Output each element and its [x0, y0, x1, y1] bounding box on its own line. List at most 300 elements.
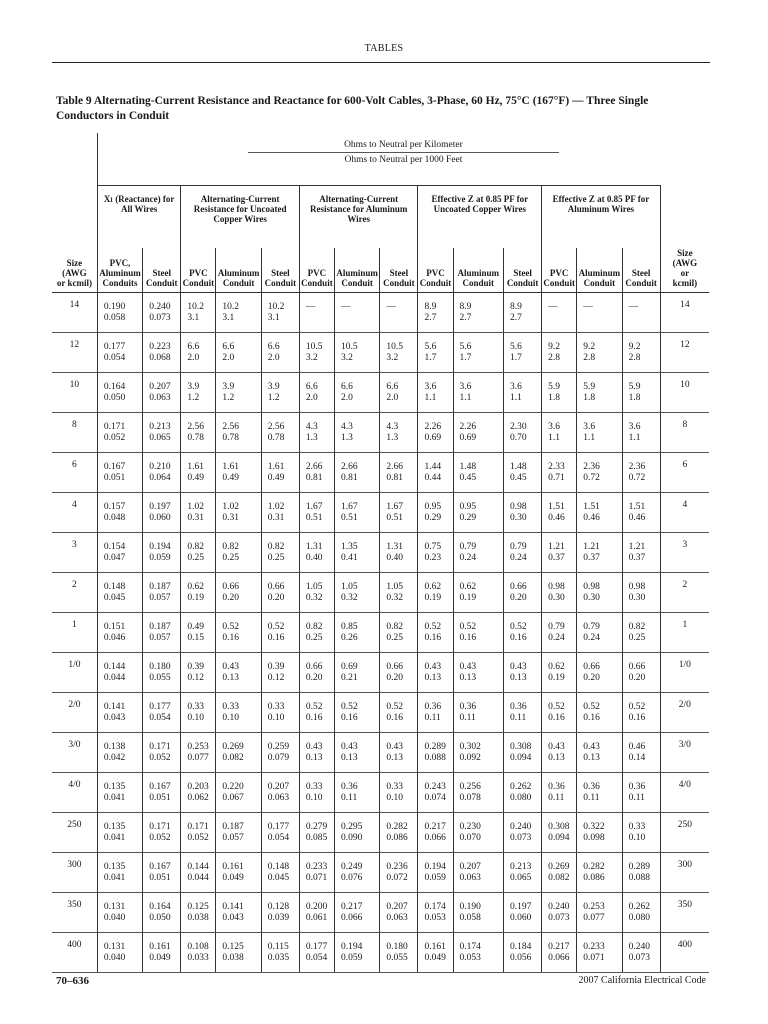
value-per-1000ft: 0.10 — [386, 792, 403, 803]
value-per-km: 0.33 — [305, 781, 323, 792]
size-cell-right: 10 — [660, 373, 709, 413]
value-cell — [504, 493, 542, 533]
value-cell — [418, 813, 453, 853]
value-per-km: 1.02 — [222, 501, 240, 512]
value-per-1000ft: 0.21 — [340, 672, 358, 683]
value-per-1000ft: 0.49 — [187, 472, 204, 483]
value-per-km: 3.6 — [510, 381, 522, 392]
value-cell — [542, 693, 577, 733]
value-per-km: 1.05 — [340, 581, 358, 592]
value-cell — [299, 373, 334, 413]
value-per-1000ft: 0.25 — [386, 632, 403, 643]
value-per-1000ft: 0.25 — [305, 632, 323, 643]
value-per-km: 10.5 — [340, 341, 358, 352]
value-per-1000ft: 0.13 — [386, 752, 403, 763]
value-per-km: 3.6 — [548, 421, 561, 432]
value-per-km: 3.6 — [424, 381, 437, 392]
value-per-km: 0.161 — [222, 861, 244, 872]
value-per-1000ft: 0.16 — [510, 632, 527, 643]
value-cell — [143, 893, 181, 933]
value-per-km: 0.135 — [103, 861, 126, 872]
publication-name: 2007 California Electrical Code — [578, 975, 706, 986]
value-per-1000ft: 0.78 — [222, 432, 240, 443]
value-per-km: 9.2 — [583, 341, 596, 352]
value-per-1000ft: 1.1 — [548, 432, 561, 443]
value-per-1000ft: 1.7 — [510, 352, 522, 363]
value-cell — [334, 813, 379, 853]
value-per-1000ft: 0.13 — [305, 752, 323, 763]
value-cell — [143, 813, 181, 853]
value-per-km: 0.236 — [386, 861, 408, 872]
value-per-1000ft: 0.088 — [424, 752, 446, 763]
value-per-km: 1.48 — [459, 461, 477, 472]
value-cell — [542, 333, 577, 373]
value-per-km: 1.67 — [340, 501, 358, 512]
value-cell — [261, 893, 299, 933]
value-per-km: 5.6 — [510, 341, 522, 352]
value-cell — [453, 693, 504, 733]
size-cell-right: 4/0 — [660, 773, 709, 813]
value-per-km: 0.33 — [222, 701, 240, 712]
value-per-km: 0.308 — [510, 741, 532, 752]
value-per-km: 0.52 — [305, 701, 323, 712]
value-cell — [622, 453, 660, 493]
value-per-1000ft: 0.054 — [305, 952, 328, 963]
value-per-1000ft: 0.13 — [424, 672, 442, 683]
value-per-1000ft: 0.058 — [459, 912, 481, 923]
value-per-km: 0.98 — [510, 501, 527, 512]
value-per-km: 0.36 — [583, 781, 600, 792]
value-cell — [97, 333, 142, 373]
value-per-km: 0.52 — [628, 701, 646, 712]
value-per-km: 0.282 — [583, 861, 605, 872]
value-cell — [577, 293, 622, 333]
value-per-km: 0.128 — [267, 901, 290, 912]
value-per-km: 0.52 — [222, 621, 240, 632]
value-cell — [453, 933, 504, 973]
value-per-km: 0.171 — [149, 821, 171, 832]
value-per-1000ft: 3.1 — [222, 312, 235, 323]
value-cell — [380, 733, 418, 773]
value-per-km: 0.36 — [548, 781, 565, 792]
value-cell — [261, 773, 299, 813]
column-header: Steel Conduit — [504, 248, 542, 293]
value-per-1000ft: 0.72 — [628, 472, 646, 483]
value-per-km: 0.66 — [222, 581, 240, 592]
value-per-km: 0.269 — [222, 741, 244, 752]
value-per-km: 0.75 — [424, 541, 442, 552]
value-cell — [577, 693, 622, 733]
page-number: 70–636 — [56, 975, 89, 987]
value-cell — [453, 293, 504, 333]
table-row — [52, 333, 709, 373]
value-per-1000ft: 2.0 — [187, 352, 200, 363]
value-per-1000ft: 0.049 — [149, 952, 171, 963]
value-cell — [261, 373, 299, 413]
value-cell — [261, 413, 299, 453]
value-per-km: 0.262 — [628, 901, 650, 912]
size-cell-right: 3/0 — [660, 733, 709, 773]
value-cell — [216, 453, 261, 493]
value-per-km: 10.2 — [187, 301, 204, 312]
value-cell — [97, 693, 142, 733]
column-header: Steel Conduit — [261, 248, 299, 293]
value-per-1000ft: 0.40 — [305, 552, 323, 563]
value-cell — [577, 733, 622, 773]
value-cell — [577, 933, 622, 973]
value-cell — [181, 533, 216, 573]
value-per-1000ft: 0.45 — [510, 472, 527, 483]
value-per-km: 1.51 — [548, 501, 565, 512]
value-cell — [143, 573, 181, 613]
value-per-km: 0.138 — [103, 741, 126, 752]
value-cell — [299, 773, 334, 813]
value-cell — [216, 413, 261, 453]
value-per-km: 0.161 — [424, 941, 446, 952]
value-per-km: 0.82 — [386, 621, 403, 632]
value-per-1000ft: 0.16 — [583, 712, 600, 723]
value-per-1000ft: 0.065 — [149, 432, 171, 443]
value-per-1000ft — [629, 313, 660, 324]
value-cell — [97, 653, 142, 693]
value-cell — [622, 693, 660, 733]
value-cell — [97, 733, 142, 773]
value-per-1000ft: 0.053 — [424, 912, 446, 923]
value-per-1000ft: 0.69 — [424, 432, 442, 443]
value-per-km: 0.282 — [386, 821, 408, 832]
value-per-km: — — [628, 301, 639, 312]
value-per-km: 3.9 — [222, 381, 235, 392]
value-cell — [216, 293, 261, 333]
value-per-km: 9.2 — [548, 341, 561, 352]
value-cell — [622, 493, 660, 533]
value-cell — [542, 373, 577, 413]
value-per-1000ft: 0.25 — [267, 552, 285, 563]
value-per-1000ft: 0.052 — [149, 752, 171, 763]
value-per-km: 0.33 — [386, 781, 403, 792]
size-column-header: Size (AWG or kcmil) — [52, 248, 97, 293]
value-per-1000ft: 0.37 — [628, 552, 646, 563]
value-cell — [181, 813, 216, 853]
value-per-1000ft: 0.19 — [548, 672, 565, 683]
value-per-1000ft: 0.25 — [222, 552, 240, 563]
column-header: PVC Conduit — [181, 248, 216, 293]
value-cell — [542, 653, 577, 693]
size-cell: 4 — [52, 493, 97, 533]
value-per-1000ft: 1.8 — [583, 392, 596, 403]
value-cell — [453, 373, 504, 413]
value-per-1000ft: 2.0 — [386, 392, 399, 403]
value-per-1000ft — [583, 313, 621, 324]
value-cell — [542, 533, 577, 573]
value-cell — [261, 933, 299, 973]
value-per-km: 6.6 — [305, 381, 318, 392]
value-cell — [143, 773, 181, 813]
size-cell-right: 400 — [660, 933, 709, 973]
value-per-1000ft: 0.13 — [222, 672, 240, 683]
value-cell — [216, 693, 261, 733]
value-per-1000ft: 0.78 — [187, 432, 204, 443]
size-cell-right: 6 — [660, 453, 709, 493]
value-per-km: 1.21 — [583, 541, 600, 552]
value-per-km: 0.207 — [386, 901, 408, 912]
value-per-km: 2.66 — [305, 461, 323, 472]
value-cell — [181, 693, 216, 733]
value-per-1000ft: 0.043 — [222, 912, 244, 923]
value-cell — [453, 413, 504, 453]
column-header: PVC Conduit — [418, 248, 453, 293]
value-cell — [453, 493, 504, 533]
value-cell — [380, 613, 418, 653]
value-cell — [418, 373, 453, 413]
size-cell-right: 2 — [660, 573, 709, 613]
value-per-1000ft: 0.046 — [103, 632, 126, 643]
value-per-km: 0.141 — [222, 901, 244, 912]
value-cell — [334, 413, 379, 453]
value-per-1000ft: 0.033 — [187, 952, 209, 963]
size-cell: 2/0 — [52, 693, 97, 733]
size-cell: 350 — [52, 893, 97, 933]
value-per-km: 3.6 — [583, 421, 596, 432]
value-cell — [216, 773, 261, 813]
value-cell — [181, 853, 216, 893]
value-cell — [216, 373, 261, 413]
value-cell — [261, 573, 299, 613]
value-per-1000ft: 0.30 — [548, 592, 565, 603]
value-per-1000ft: 0.19 — [187, 592, 204, 603]
value-cell — [143, 933, 181, 973]
value-per-1000ft: 0.052 — [103, 432, 126, 443]
value-cell — [504, 893, 542, 933]
value-per-km: 0.79 — [548, 621, 565, 632]
value-per-km: 0.43 — [510, 661, 527, 672]
group-aluminum-resistance: Alternating-Current Resistance for Aluminum Wires — [299, 186, 418, 249]
value-per-km: 0.46 — [628, 741, 646, 752]
value-per-km: 0.269 — [548, 861, 570, 872]
value-per-km: 0.98 — [583, 581, 600, 592]
value-per-km: 0.66 — [305, 661, 323, 672]
value-per-1000ft: 0.16 — [305, 712, 323, 723]
value-per-1000ft: 0.46 — [548, 512, 565, 523]
value-per-1000ft: 0.078 — [459, 792, 481, 803]
value-cell — [622, 373, 660, 413]
value-per-km: 0.98 — [548, 581, 565, 592]
value-per-1000ft: 0.054 — [103, 352, 126, 363]
value-per-1000ft: 0.073 — [510, 832, 532, 843]
value-per-km: 1.35 — [340, 541, 358, 552]
value-per-km: 0.210 — [149, 461, 171, 472]
value-cell — [261, 613, 299, 653]
value-per-km: 0.85 — [340, 621, 358, 632]
value-cell — [380, 933, 418, 973]
size-cell: 3 — [52, 533, 97, 573]
value-per-1000ft: 0.11 — [459, 712, 476, 723]
value-cell — [418, 893, 453, 933]
value-cell — [380, 533, 418, 573]
table-row — [52, 373, 709, 413]
value-per-1000ft: 0.052 — [187, 832, 209, 843]
table-title: Table 9 Alternating-Current Resistance and Reactance for 600-Volt Cables, 3-Phase, 60 Hz, 75°C (167°F) — Three Single Conductors in Conduit — [56, 95, 649, 122]
size-cell: 1/0 — [52, 653, 97, 693]
value-per-km: 10.5 — [386, 341, 403, 352]
value-per-1000ft: 0.20 — [583, 672, 600, 683]
value-per-km: 0.52 — [424, 621, 442, 632]
value-cell — [181, 893, 216, 933]
size-cell-right: 300 — [660, 853, 709, 893]
value-cell — [181, 453, 216, 493]
value-per-km: 0.108 — [187, 941, 209, 952]
value-per-1000ft: 0.13 — [510, 672, 527, 683]
value-cell — [504, 533, 542, 573]
value-per-km: 1.31 — [386, 541, 403, 552]
value-cell — [380, 453, 418, 493]
value-per-1000ft: 1.7 — [424, 352, 437, 363]
column-header: Aluminum Conduit — [334, 248, 379, 293]
value-per-1000ft: 3.2 — [305, 352, 318, 363]
value-per-1000ft: 0.048 — [103, 512, 126, 523]
table-body — [52, 293, 709, 973]
value-per-km: 0.69 — [340, 661, 358, 672]
value-per-km: 0.308 — [548, 821, 570, 832]
value-per-1000ft: 0.040 — [103, 952, 126, 963]
value-per-km: 0.141 — [103, 701, 126, 712]
value-per-km: — — [583, 301, 593, 312]
value-per-km: 0.177 — [149, 701, 171, 712]
value-per-km: 0.177 — [103, 341, 126, 352]
value-per-1000ft: 2.8 — [548, 352, 561, 363]
value-per-1000ft: 0.72 — [583, 472, 600, 483]
value-per-1000ft: 0.32 — [340, 592, 358, 603]
value-cell — [97, 573, 142, 613]
value-per-1000ft: 0.11 — [424, 712, 441, 723]
value-per-1000ft: 0.070 — [459, 832, 481, 843]
size-cell-right: 14 — [660, 293, 709, 333]
value-cell — [181, 573, 216, 613]
value-per-km: 0.217 — [340, 901, 363, 912]
value-cell — [334, 853, 379, 893]
value-cell — [261, 453, 299, 493]
value-per-km: 0.131 — [103, 941, 126, 952]
value-per-km: 0.52 — [386, 701, 403, 712]
value-per-km: — — [548, 301, 558, 312]
value-cell — [453, 853, 504, 893]
value-per-km: 0.62 — [548, 661, 565, 672]
value-per-km: 0.52 — [510, 621, 527, 632]
value-per-1000ft: 0.086 — [386, 832, 408, 843]
value-cell — [577, 493, 622, 533]
value-per-1000ft: 0.094 — [510, 752, 532, 763]
value-per-km: 0.52 — [267, 621, 285, 632]
value-per-km: 0.207 — [267, 781, 290, 792]
value-cell — [418, 773, 453, 813]
value-per-km: 0.144 — [187, 861, 209, 872]
value-cell — [299, 933, 334, 973]
value-cell — [261, 733, 299, 773]
value-per-km: 0.95 — [424, 501, 442, 512]
value-per-km: 0.39 — [187, 661, 204, 672]
size-cell-right: 250 — [660, 813, 709, 853]
value-per-km: 0.233 — [583, 941, 605, 952]
value-per-1000ft: 0.37 — [548, 552, 565, 563]
value-cell — [216, 493, 261, 533]
value-per-km: 2.26 — [459, 421, 477, 432]
value-per-km: 0.151 — [103, 621, 126, 632]
value-per-km: 3.9 — [187, 381, 200, 392]
value-cell — [181, 373, 216, 413]
value-per-km: 0.33 — [628, 821, 646, 832]
table-row — [52, 573, 709, 613]
value-per-km: 0.190 — [459, 901, 481, 912]
size-cell-right: 350 — [660, 893, 709, 933]
value-per-1000ft: 0.071 — [305, 872, 328, 883]
value-per-1000ft: 0.041 — [103, 832, 126, 843]
value-per-1000ft: 0.064 — [149, 472, 171, 483]
value-per-km: 0.171 — [187, 821, 209, 832]
value-cell — [504, 733, 542, 773]
value-cell — [622, 933, 660, 973]
value-per-1000ft: 0.11 — [628, 792, 645, 803]
value-cell — [577, 613, 622, 653]
value-per-km: 0.213 — [149, 421, 171, 432]
value-per-1000ft: 0.049 — [424, 952, 446, 963]
value-cell — [334, 653, 379, 693]
value-per-1000ft: 0.055 — [386, 952, 408, 963]
value-cell — [418, 413, 453, 453]
value-per-1000ft: 0.24 — [459, 552, 477, 563]
value-cell — [542, 613, 577, 653]
value-cell — [299, 893, 334, 933]
value-cell — [380, 493, 418, 533]
value-per-km: 8.9 — [510, 301, 522, 312]
value-cell — [542, 853, 577, 893]
value-cell — [181, 413, 216, 453]
value-per-km: 0.180 — [149, 661, 171, 672]
table-row — [52, 893, 709, 933]
value-per-1000ft: 0.70 — [510, 432, 527, 443]
value-cell — [334, 893, 379, 933]
size-cell: 250 — [52, 813, 97, 853]
value-per-1000ft: 0.13 — [583, 752, 600, 763]
value-per-km: 3.6 — [628, 421, 641, 432]
blank-corner — [52, 133, 97, 186]
value-cell — [504, 333, 542, 373]
value-per-1000ft: 0.24 — [510, 552, 527, 563]
size-cell: 6 — [52, 453, 97, 493]
value-per-km: 0.144 — [103, 661, 126, 672]
size-cell: 400 — [52, 933, 97, 973]
value-per-1000ft: 0.090 — [340, 832, 363, 843]
value-per-1000ft: 0.068 — [149, 352, 171, 363]
value-cell — [577, 373, 622, 413]
value-per-km: 1.02 — [187, 501, 204, 512]
value-per-1000ft: 0.16 — [386, 712, 403, 723]
value-cell — [216, 613, 261, 653]
value-per-km: 0.200 — [305, 901, 328, 912]
value-cell — [299, 413, 334, 453]
value-per-1000ft: 1.7 — [459, 352, 472, 363]
value-per-km: 0.167 — [149, 861, 171, 872]
value-per-km: 0.240 — [510, 821, 532, 832]
value-cell — [504, 293, 542, 333]
value-per-1000ft: 0.10 — [187, 712, 204, 723]
value-per-1000ft: 0.045 — [267, 872, 290, 883]
value-cell — [577, 853, 622, 893]
value-per-1000ft: 0.15 — [187, 632, 204, 643]
value-cell — [418, 933, 453, 973]
value-cell — [143, 373, 181, 413]
value-cell — [504, 573, 542, 613]
value-per-1000ft: 2.7 — [424, 312, 437, 323]
